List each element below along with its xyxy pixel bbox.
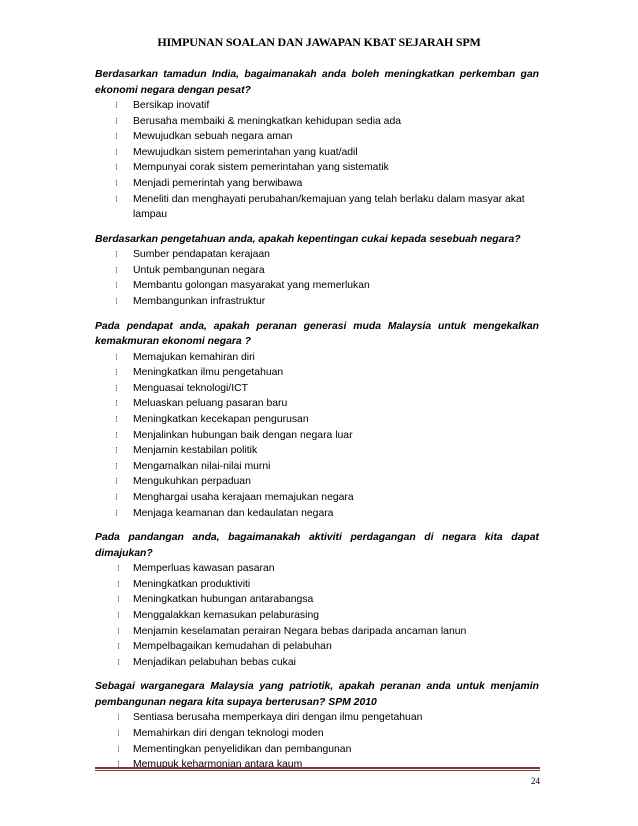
- bullet-icon: ⁝: [115, 146, 118, 157]
- bullet-icon: ⁝: [115, 131, 118, 142]
- question-text: Pada pandangan anda, bagaimanakah aktiviti perdagangan di negara kita dapat dimajukan?: [95, 532, 539, 559]
- answer-item: [95, 443, 539, 459]
- bullet-icon: ⁝: [115, 177, 118, 188]
- document-header-title: HIMPUNAN SOALAN DAN JAWAPAN KBAT SEJARAH SPM: [157, 35, 481, 49]
- answer-text: Mempunyai corak sistem pemerintahan yang sistematik: [133, 162, 389, 174]
- bullet-icon: ⁝: [117, 625, 120, 636]
- answer-item: [95, 176, 539, 192]
- answer-list: [95, 710, 539, 772]
- answer-text: Menjaga keamanan dan kedaulatan negara: [133, 507, 334, 519]
- answer-text: Mewujudkan sebuah negara aman: [133, 131, 293, 143]
- answer-item: [95, 192, 539, 223]
- question-text: Berdasarkan pengetahuan anda, apakah kepentingan cukai kepada sesebuah negara?: [95, 233, 521, 245]
- bullet-icon: ⁝: [115, 249, 118, 260]
- answer-text: Meningkatkan kecekapan pengurusan: [133, 414, 309, 425]
- answer-text: Membangunkan infrastruktur: [133, 296, 266, 308]
- answer-item: [95, 624, 539, 640]
- answer-text: Memupuk keharmonian antara kaum: [133, 759, 303, 771]
- answer-text: Meningkatkan produktiviti: [133, 578, 251, 590]
- answer-text: Meneliti dan menghayati perubahan/kemajuan yang telah berlaku dalam masyar akat lampau: [133, 193, 525, 221]
- answer-text: Memahirkan diri dengan teknologi moden: [133, 727, 324, 739]
- bullet-icon: ⁝: [115, 264, 118, 275]
- bullet-icon: ⁝: [115, 460, 118, 471]
- answer-text: Mementingkan penyelidikan dan pembangunan: [133, 743, 352, 755]
- bullet-icon: ⁝: [117, 759, 120, 770]
- answer-text: Menjadi pemerintah yang berwibawa: [133, 177, 303, 189]
- answer-item: [95, 726, 539, 742]
- bullet-icon: ⁝: [115, 367, 118, 378]
- answer-item: [95, 365, 539, 381]
- answer-text: Mempelbagaikan kemudahan di pelabuhan: [133, 641, 332, 653]
- answer-text: Sentiasa berusaha memperkaya diri dengan ilmu pengetahuan: [133, 712, 423, 724]
- answer-text: Menjadikan pelabuhan bebas cukai: [133, 656, 296, 668]
- answer-text: Mewujudkan sistem pemerintahan yang kuat/adil: [133, 146, 358, 158]
- bullet-icon: ⁝: [115, 429, 118, 440]
- answer-text: Membantu golongan masyarakat yang memerlukan: [133, 280, 370, 292]
- answer-item: [95, 592, 539, 608]
- bullet-icon: ⁝: [117, 743, 120, 754]
- answer-text: Mengamalkan nilai-nilai murni: [133, 460, 271, 472]
- answer-item: [95, 577, 539, 593]
- answer-item: [95, 114, 539, 130]
- bullet-icon: ⁝: [115, 398, 118, 409]
- bullet-icon: ⁝: [115, 476, 118, 487]
- bullet-icon: ⁝: [115, 280, 118, 291]
- bullet-icon: ⁝: [117, 609, 120, 620]
- bullet-icon: ⁝: [115, 162, 118, 173]
- bullet-icon: ⁝: [117, 656, 120, 667]
- answer-text: Menghargai usaha kerajaan memajukan negara: [133, 491, 354, 503]
- answer-item: [95, 381, 539, 397]
- answer-item: [95, 247, 539, 263]
- answer-text: Meningkatkan ilmu pengetahuan: [133, 367, 284, 379]
- answer-text: Menguasai teknologi/ICT: [133, 382, 248, 394]
- bullet-icon: ⁝: [115, 414, 118, 424]
- answer-item: [95, 129, 539, 145]
- bullet-icon: ⁝: [115, 351, 118, 362]
- question-section: [95, 679, 539, 772]
- answer-item: [95, 561, 539, 577]
- answer-item: [95, 145, 539, 161]
- answer-item: [95, 655, 539, 671]
- question-section: [95, 232, 539, 310]
- answer-list: [95, 561, 539, 670]
- bullet-icon: ⁝: [115, 115, 118, 126]
- answer-item: [95, 263, 539, 279]
- answer-list: [95, 350, 539, 522]
- answer-item: [95, 710, 539, 726]
- answer-list: [95, 247, 539, 309]
- bullet-icon: ⁝: [115, 100, 118, 110]
- answer-item: [95, 459, 539, 475]
- bullet-icon: ⁝: [117, 578, 120, 589]
- bullet-icon: ⁝: [117, 641, 120, 652]
- answer-item: [95, 160, 539, 176]
- answer-text: Untuk pembangunan negara: [133, 264, 265, 276]
- footer-rule: [95, 767, 540, 769]
- answer-text: Menjamin kestabilan politik: [133, 445, 258, 457]
- answer-text: Sumber pendapatan kerajaan: [133, 249, 270, 261]
- answer-item: [95, 278, 539, 294]
- answer-item: [95, 396, 539, 412]
- footer-rule: [95, 770, 540, 771]
- answer-text: Memajukan kemahiran diri: [133, 351, 255, 363]
- answer-item: [95, 98, 539, 114]
- bullet-icon: ⁝: [117, 563, 120, 574]
- question-section: [95, 530, 539, 670]
- bullet-icon: ⁝: [115, 193, 118, 204]
- answer-list: [95, 98, 539, 223]
- question-section: [95, 67, 539, 223]
- answer-text: Menjamin keselamatan perairan Negara bebas daripada ancaman lanun: [133, 625, 467, 637]
- answer-item: [95, 350, 539, 366]
- bullet-icon: ⁝: [117, 594, 120, 605]
- page-number: 24: [531, 776, 540, 786]
- document-body: [95, 67, 539, 782]
- answer-item: [95, 506, 539, 522]
- answer-item: [95, 608, 539, 624]
- answer-text: Meningkatkan hubungan antarabangsa: [133, 594, 314, 606]
- answer-item: [95, 428, 539, 444]
- answer-item: [95, 742, 539, 758]
- answer-item: [95, 412, 539, 428]
- answer-text: Bersikap inovatif: [133, 100, 210, 111]
- question-text: Sebagai warganegara Malaysia yang patriotik, apakah peranan anda untuk menjamin pembangunan negara kita supaya berterusan? SPM 2010: [95, 681, 539, 708]
- bullet-icon: ⁝: [115, 296, 118, 307]
- answer-text: Berusaha membaiki & meningkatkan kehidupan sedia ada: [133, 115, 402, 127]
- bullet-icon: ⁝: [117, 727, 120, 738]
- bullet-icon: ⁝: [115, 445, 118, 456]
- bullet-icon: ⁝: [115, 491, 118, 502]
- question-section: [95, 319, 539, 522]
- bullet-icon: ⁝: [115, 382, 118, 393]
- answer-item: [95, 490, 539, 506]
- bullet-icon: ⁝: [117, 712, 120, 723]
- answer-text: Menjalinkan hubungan baik dengan negara luar: [133, 429, 353, 441]
- question-text: Berdasarkan tamadun India, bagaimanakah anda boleh meningkatkan perkemban gan ekonomi negara dengan pesat?: [95, 69, 539, 96]
- answer-item: [95, 294, 539, 310]
- answer-text: Memperluas kawasan pasaran: [133, 563, 275, 575]
- answer-text: Meluaskan peluang pasaran baru: [133, 398, 288, 410]
- answer-text: Mengukuhkan perpaduan: [133, 476, 251, 488]
- answer-text: Menggalakkan kemasukan pelaburasing: [133, 609, 319, 621]
- question-text: Pada pendapat anda, apakah peranan generasi muda Malaysia untuk mengekalkan kemakmuran ekonomi negara ?: [95, 320, 539, 348]
- answer-item: [95, 474, 539, 490]
- bullet-icon: ⁝: [115, 507, 118, 518]
- answer-item: [95, 639, 539, 655]
